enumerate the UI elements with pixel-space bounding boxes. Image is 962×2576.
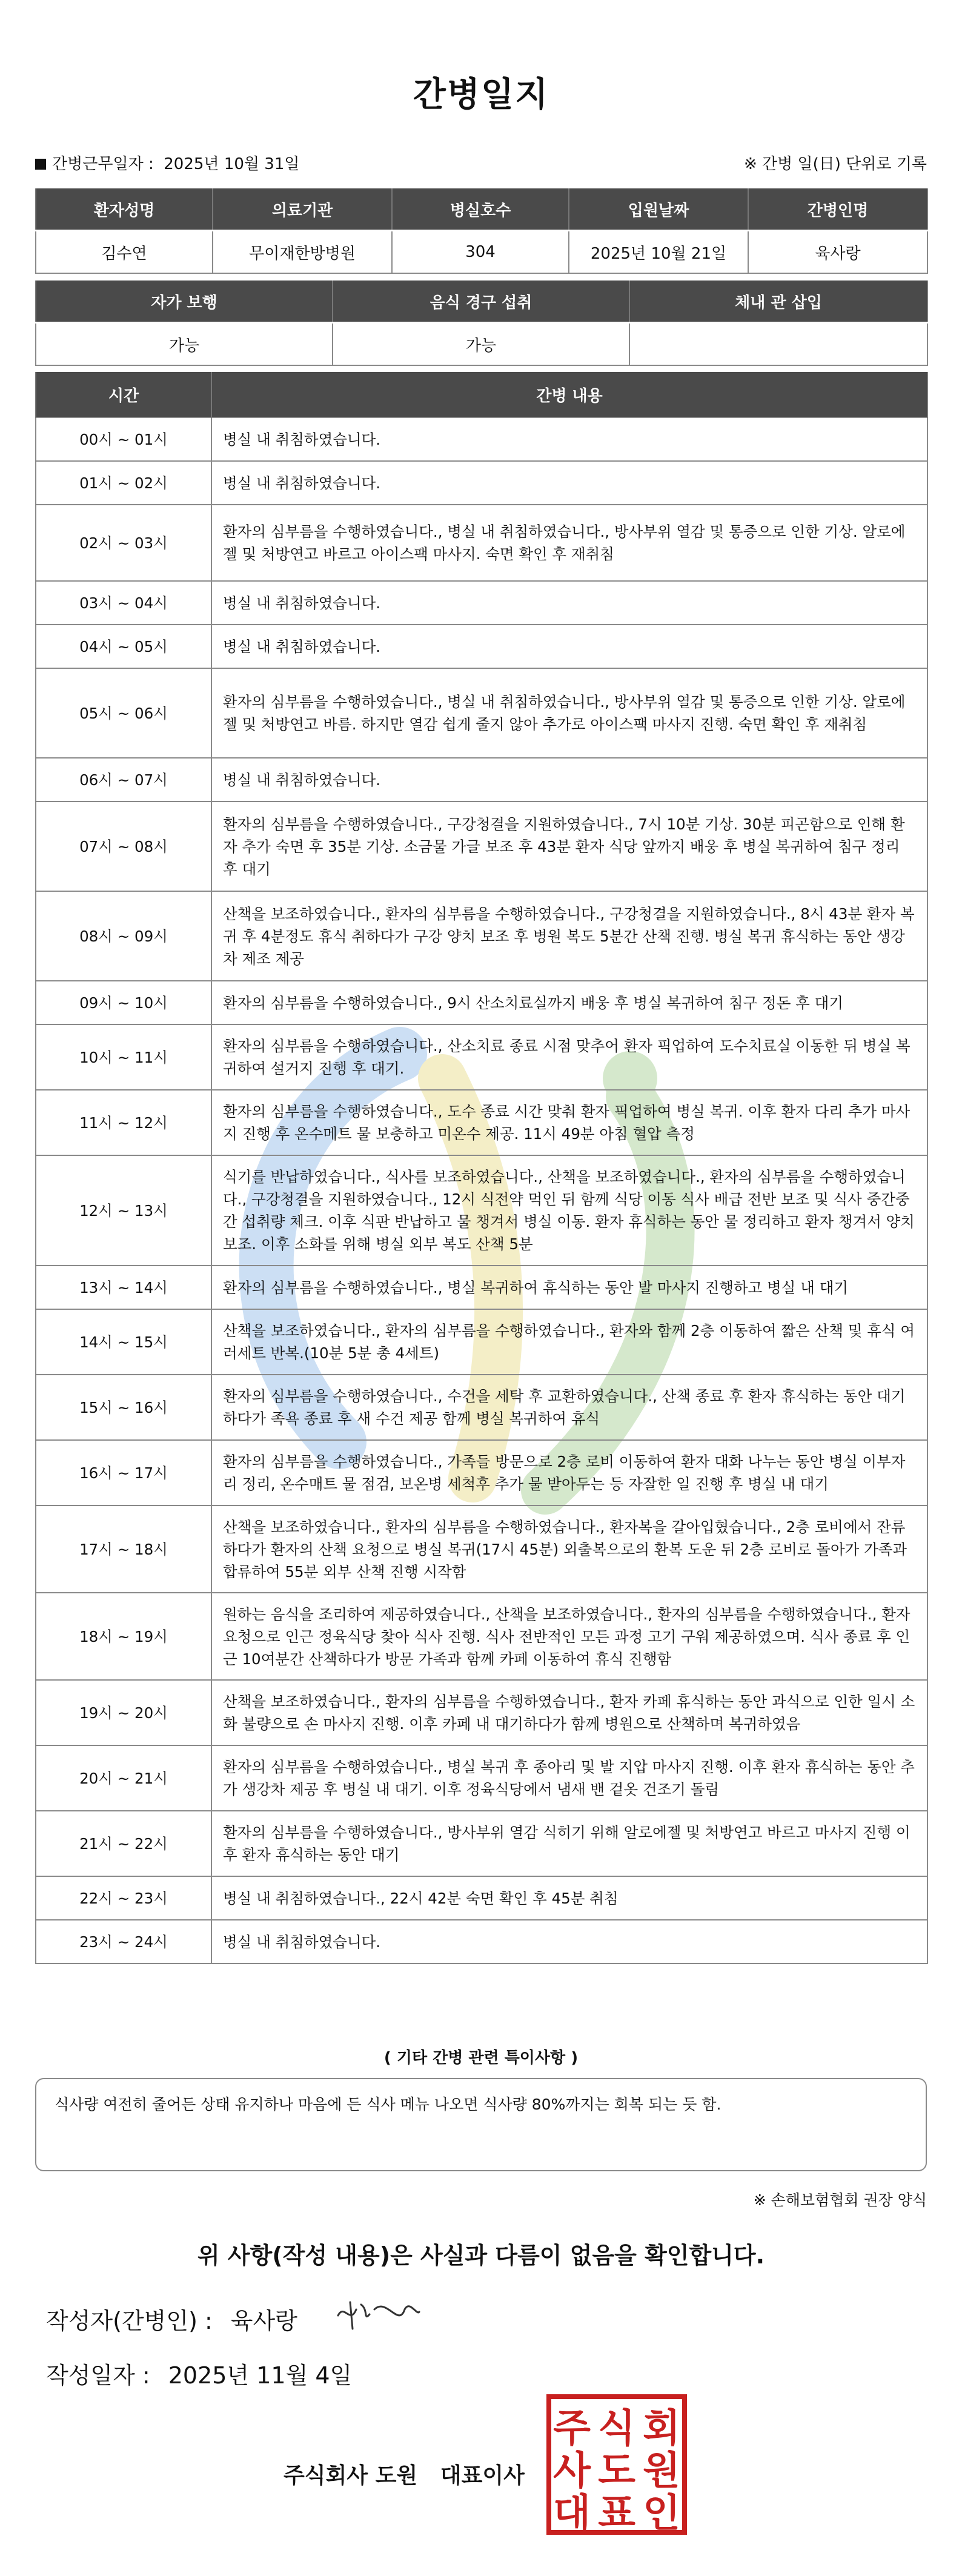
log-content: 병실 내 취침하였습니다.	[211, 1920, 927, 1964]
log-content: 산책을 보조하였습니다., 환자의 심부름을 수행하였습니다., 환자 카페 휴식하는 동안 과식으로 인한 일시 소화 불량으로 손 마사지 진행. 이후 카페 내 대기하다가 함께 병원으로 산책하며 복귀하였음	[211, 1680, 927, 1745]
log-row	[36, 1090, 927, 1155]
log-row	[36, 1440, 927, 1505]
log-content: 병실 내 취침하였습니다.	[211, 758, 927, 802]
page-title: 간병일지	[413, 75, 549, 115]
log-time: 01시 ~ 02시	[36, 461, 211, 505]
log-time: 20시 ~ 21시	[36, 1745, 211, 1811]
log-row	[36, 505, 927, 581]
log-time: 08시 ~ 09시	[36, 891, 211, 981]
log-time: 23시 ~ 24시	[36, 1920, 211, 1964]
log-time: 16시 ~ 17시	[36, 1440, 211, 1505]
log-content: 환자의 심부름을 수행하였습니다., 수건을 세탁 후 교환하였습니다., 산책 종료 후 환자 휴식하는 동안 대기하다가 족욕 종료 후 새 수건 제공 함께 병실 복귀하여 휴식	[211, 1375, 927, 1440]
log-time: 18시 ~ 19시	[36, 1593, 211, 1680]
work-date-value: 2025년 10월 31일	[164, 155, 300, 173]
log-content: 환자의 심부름을 수행하였습니다., 구강청결을 지원하였습니다., 7시 10분 기상. 30분 피곤함으로 인해 환자 추가 숙면 후 35분 기상. 소금물 가글 보조 후 43분 환자 식당 앞까지 배웅 후 병실 복귀하여 침구 정리 후 대기	[211, 802, 927, 891]
log-row	[36, 1593, 927, 1680]
header-self-walking: 자가 보행	[36, 280, 333, 323]
written-date-value: 2025년 11월 4일	[168, 2362, 353, 2389]
log-row	[36, 581, 927, 625]
log-time: 11시 ~ 12시	[36, 1090, 211, 1155]
log-content: 병실 내 취침하였습니다.	[211, 461, 927, 505]
notes-box	[35, 2078, 927, 2171]
log-row	[36, 1745, 927, 1811]
log-content: 병실 내 취침하였습니다., 22시 42분 숙면 확인 후 45분 취침	[211, 1876, 927, 1920]
patient-status-table	[35, 279, 928, 366]
log-content: 원하는 음식을 조리하여 제공하였습니다., 산책을 보조하였습니다., 환자의 심부름을 수행하였습니다., 환자 요청으로 인근 정육식당 찾아 식사 진행. 식사 전반적인 모든 과정 고기 구워 제공하였으며. 식사 종료 후 인근 10여분간 산책하다가 방문 가족과 함께 카페 이동하여 휴식 진행함	[211, 1593, 927, 1680]
work-date-label: 간병근무일자 :	[52, 155, 154, 173]
company-representative: 주식회사 도원 대표이사	[284, 2463, 525, 2488]
log-content: 환자의 심부름을 수행하였습니다., 도수 종료 시간 맞춰 환자 픽업하여 병실 복귀. 이후 환자 다리 추가 마사지 진행 후 온수메트 물 보충하고 미온수 제공. 11시 49분 아침 혈압 측정	[211, 1090, 927, 1155]
log-time: 19시 ~ 20시	[36, 1680, 211, 1745]
square-bullet-icon	[35, 159, 46, 170]
log-time: 17시 ~ 18시	[36, 1505, 211, 1593]
writer-name: 육사랑	[230, 2308, 297, 2334]
svg-text:주: 주	[553, 2406, 591, 2451]
unit-note: ※ 간병 일(日) 단위로 기록	[743, 155, 927, 173]
log-content: 환자의 심부름을 수행하였습니다., 병실 내 취침하였습니다., 방사부위 열감 및 통증으로 인한 기상. 알로에젤 및 처방연고 바름. 하지만 열감 쉽게 줄지 않아 추가로 아이스팩 마사지 진행. 숙면 확인 후 재취침	[211, 668, 927, 758]
log-time: 07시 ~ 08시	[36, 802, 211, 891]
svg-text:인: 인	[643, 2491, 680, 2535]
log-time: 05시 ~ 06시	[36, 668, 211, 758]
header-care-content: 간병 내용	[211, 372, 927, 417]
log-row	[36, 891, 927, 981]
log-row	[36, 981, 927, 1024]
log-row	[36, 625, 927, 668]
log-time: 14시 ~ 15시	[36, 1309, 211, 1375]
log-content: 병실 내 취침하였습니다.	[211, 625, 927, 668]
svg-text:표: 표	[598, 2491, 635, 2535]
log-row	[36, 668, 927, 758]
room-number: 304	[392, 231, 569, 274]
log-row	[36, 1876, 927, 1920]
log-time: 10시 ~ 11시	[36, 1024, 211, 1090]
recommended-form-note: ※ 손해보험협회 권장 양식	[753, 2191, 927, 2209]
svg-text:대: 대	[553, 2491, 591, 2535]
header-admission-date: 입원날짜	[569, 188, 748, 231]
log-time: 06시 ~ 07시	[36, 758, 211, 802]
confirmation-statement: 위 사항(작성 내용)은 사실과 다름이 없음을 확인합니다.	[197, 2242, 765, 2269]
caregiver-name: 육사랑	[748, 231, 927, 274]
written-date-label: 작성일자 :	[46, 2362, 150, 2389]
header-caregiver-name: 간병인명	[748, 188, 927, 231]
oral-intake-value: 가능	[333, 323, 629, 366]
log-row	[36, 461, 927, 505]
log-row	[36, 1680, 927, 1745]
log-content: 환자의 심부름을 수행하였습니다., 방사부위 열감 식히기 위해 알로에젤 및 처방연고 바르고 마사지 진행 이후 환자 휴식하는 동안 대기	[211, 1811, 927, 1876]
patient-info-table	[35, 187, 928, 274]
log-content: 환자의 심부름을 수행하였습니다., 가족들 방문으로 2층 로비 이동하여 환자 대화 나누는 동안 병실 이부자리 정리, 온수매트 물 점검, 보온병 세척후 추가 물 받아두는 등 자잘한 일 진행 후 병실 내 대기	[211, 1440, 927, 1505]
work-date	[35, 151, 299, 174]
log-time: 03시 ~ 04시	[36, 581, 211, 625]
header-patient-name: 환자성명	[36, 188, 213, 231]
log-row	[36, 1024, 927, 1090]
log-row	[36, 1920, 927, 1964]
log-row	[36, 1811, 927, 1876]
log-time: 09시 ~ 10시	[36, 981, 211, 1024]
header-room-number: 병실호수	[392, 188, 569, 231]
writer-label: 작성자(간병인) :	[46, 2308, 213, 2334]
log-content: 환자의 심부름을 수행하였습니다., 병실 복귀 후 종아리 및 발 지압 마사지 진행. 이후 환자 휴식하는 동안 추가 생강차 제공 후 병실 내 대기. 이후 정육식당에서 냄새 밴 겉옷 건조기 돌림	[211, 1745, 927, 1811]
log-time: 02시 ~ 03시	[36, 505, 211, 581]
log-content: 환자의 심부름을 수행하였습니다., 병실 내 취침하였습니다., 방사부위 열감 및 통증으로 인한 기상. 알로에젤 및 처방연고 바르고 아이스팩 마사지. 숙면 확인 후 재취침	[211, 505, 927, 581]
company-seal-icon	[546, 2394, 687, 2535]
log-content: 산책을 보조하였습니다., 환자의 심부름을 수행하였습니다., 환자와 함께 2층 이동하여 짧은 산책 및 휴식 여러세트 반복.(10분 5분 총 4세트)	[211, 1309, 927, 1375]
written-date-line	[46, 2357, 352, 2390]
log-row	[36, 1505, 927, 1593]
header-time: 시간	[36, 372, 211, 417]
log-content: 환자의 심부름을 수행하였습니다., 산소치료 종료 시점 맞추어 환자 픽업하여 도수치료실 이동한 뒤 병실 복귀하여 설거지 진행 후 대기.	[211, 1024, 927, 1090]
log-row	[36, 758, 927, 802]
writer-line	[46, 2302, 297, 2335]
svg-text:회: 회	[643, 2406, 680, 2451]
log-content: 산책을 보조하였습니다., 환자의 심부름을 수행하였습니다., 구강청결을 지원하였습니다., 8시 43분 환자 복귀 후 4분정도 휴식 취하다가 구강 양치 보조 후 병원 복도 5분간 산책 진행. 병실 복귀 휴식하는 동안 생강차 제조 제공	[211, 891, 927, 981]
log-row	[36, 1375, 927, 1440]
signature-icon	[332, 2291, 423, 2340]
hospital-name: 무이재한방병원	[213, 231, 392, 274]
log-row	[36, 1309, 927, 1375]
header-oral-intake: 음식 경구 섭취	[333, 280, 629, 323]
svg-text:사: 사	[553, 2449, 591, 2494]
log-row	[36, 1266, 927, 1309]
log-row	[36, 1155, 927, 1266]
log-content: 병실 내 취침하였습니다.	[211, 581, 927, 625]
svg-text:식: 식	[598, 2406, 635, 2451]
log-content: 병실 내 취침하였습니다.	[211, 417, 927, 461]
log-time: 00시 ~ 01시	[36, 417, 211, 461]
log-time: 13시 ~ 14시	[36, 1266, 211, 1309]
patient-name: 김수연	[36, 231, 213, 274]
log-time: 15시 ~ 16시	[36, 1375, 211, 1440]
header-hospital: 의료기관	[213, 188, 392, 231]
log-content: 환자의 심부름을 수행하였습니다., 병실 복귀하여 휴식하는 동안 발 마사지 진행하고 병실 내 대기	[211, 1266, 927, 1309]
log-time: 22시 ~ 23시	[36, 1876, 211, 1920]
svg-text:도: 도	[598, 2449, 635, 2494]
log-content: 환자의 심부름을 수행하였습니다., 9시 산소치료실까지 배웅 후 병실 복귀하여 침구 정돈 후 대기	[211, 981, 927, 1024]
log-content: 식기를 반납하였습니다., 식사를 보조하였습니다., 산책을 보조하였습니다., 환자의 심부름을 수행하였습니다., 구강청결을 지원하였습니다., 12시 식전약 먹인 뒤 함께 식당 이동 식사 배급 전반 보조 및 식사 중간중간 섭취량 체크. 이후 식판 반납하고 물 챙겨서 병실 이동. 환자 휴식하는 동안 물 정리하고 환자 챙겨서 양치 보조. 이후 소화를 위해 병실 외부 복도 산책 5분	[211, 1155, 927, 1266]
log-time: 21시 ~ 22시	[36, 1811, 211, 1876]
meta-row	[35, 151, 927, 176]
log-content: 산책을 보조하였습니다., 환자의 심부름을 수행하였습니다., 환자복을 갈아입혔습니다., 2층 로비에서 잔류하다가 환자의 산책 요청으로 병실 복귀(17시 45분) 외출복으로의 환복 도운 뒤 2층 로비로 돌아가 가족과 합류하여 55분 외부 산책 진행 시작함	[211, 1505, 927, 1593]
log-time: 12시 ~ 13시	[36, 1155, 211, 1266]
log-row	[36, 802, 927, 891]
self-walking-value: 가능	[36, 323, 333, 366]
notes-title: ( 기타 간병 관련 특이사항 )	[383, 2049, 579, 2067]
care-log-table	[35, 372, 928, 1964]
header-tube-insertion: 체내 관 삽입	[629, 280, 927, 323]
log-row	[36, 417, 927, 461]
notes-text: 식사량 여전히 줄어든 상태 유지하나 마음에 든 식사 메뉴 나오면 식사량 80%까지는 회복 되는 듯 함.	[55, 2096, 722, 2113]
svg-text:원: 원	[643, 2449, 680, 2494]
log-time: 04시 ~ 05시	[36, 625, 211, 668]
admission-date: 2025년 10월 21일	[569, 231, 748, 274]
tube-insertion-value	[629, 323, 927, 366]
